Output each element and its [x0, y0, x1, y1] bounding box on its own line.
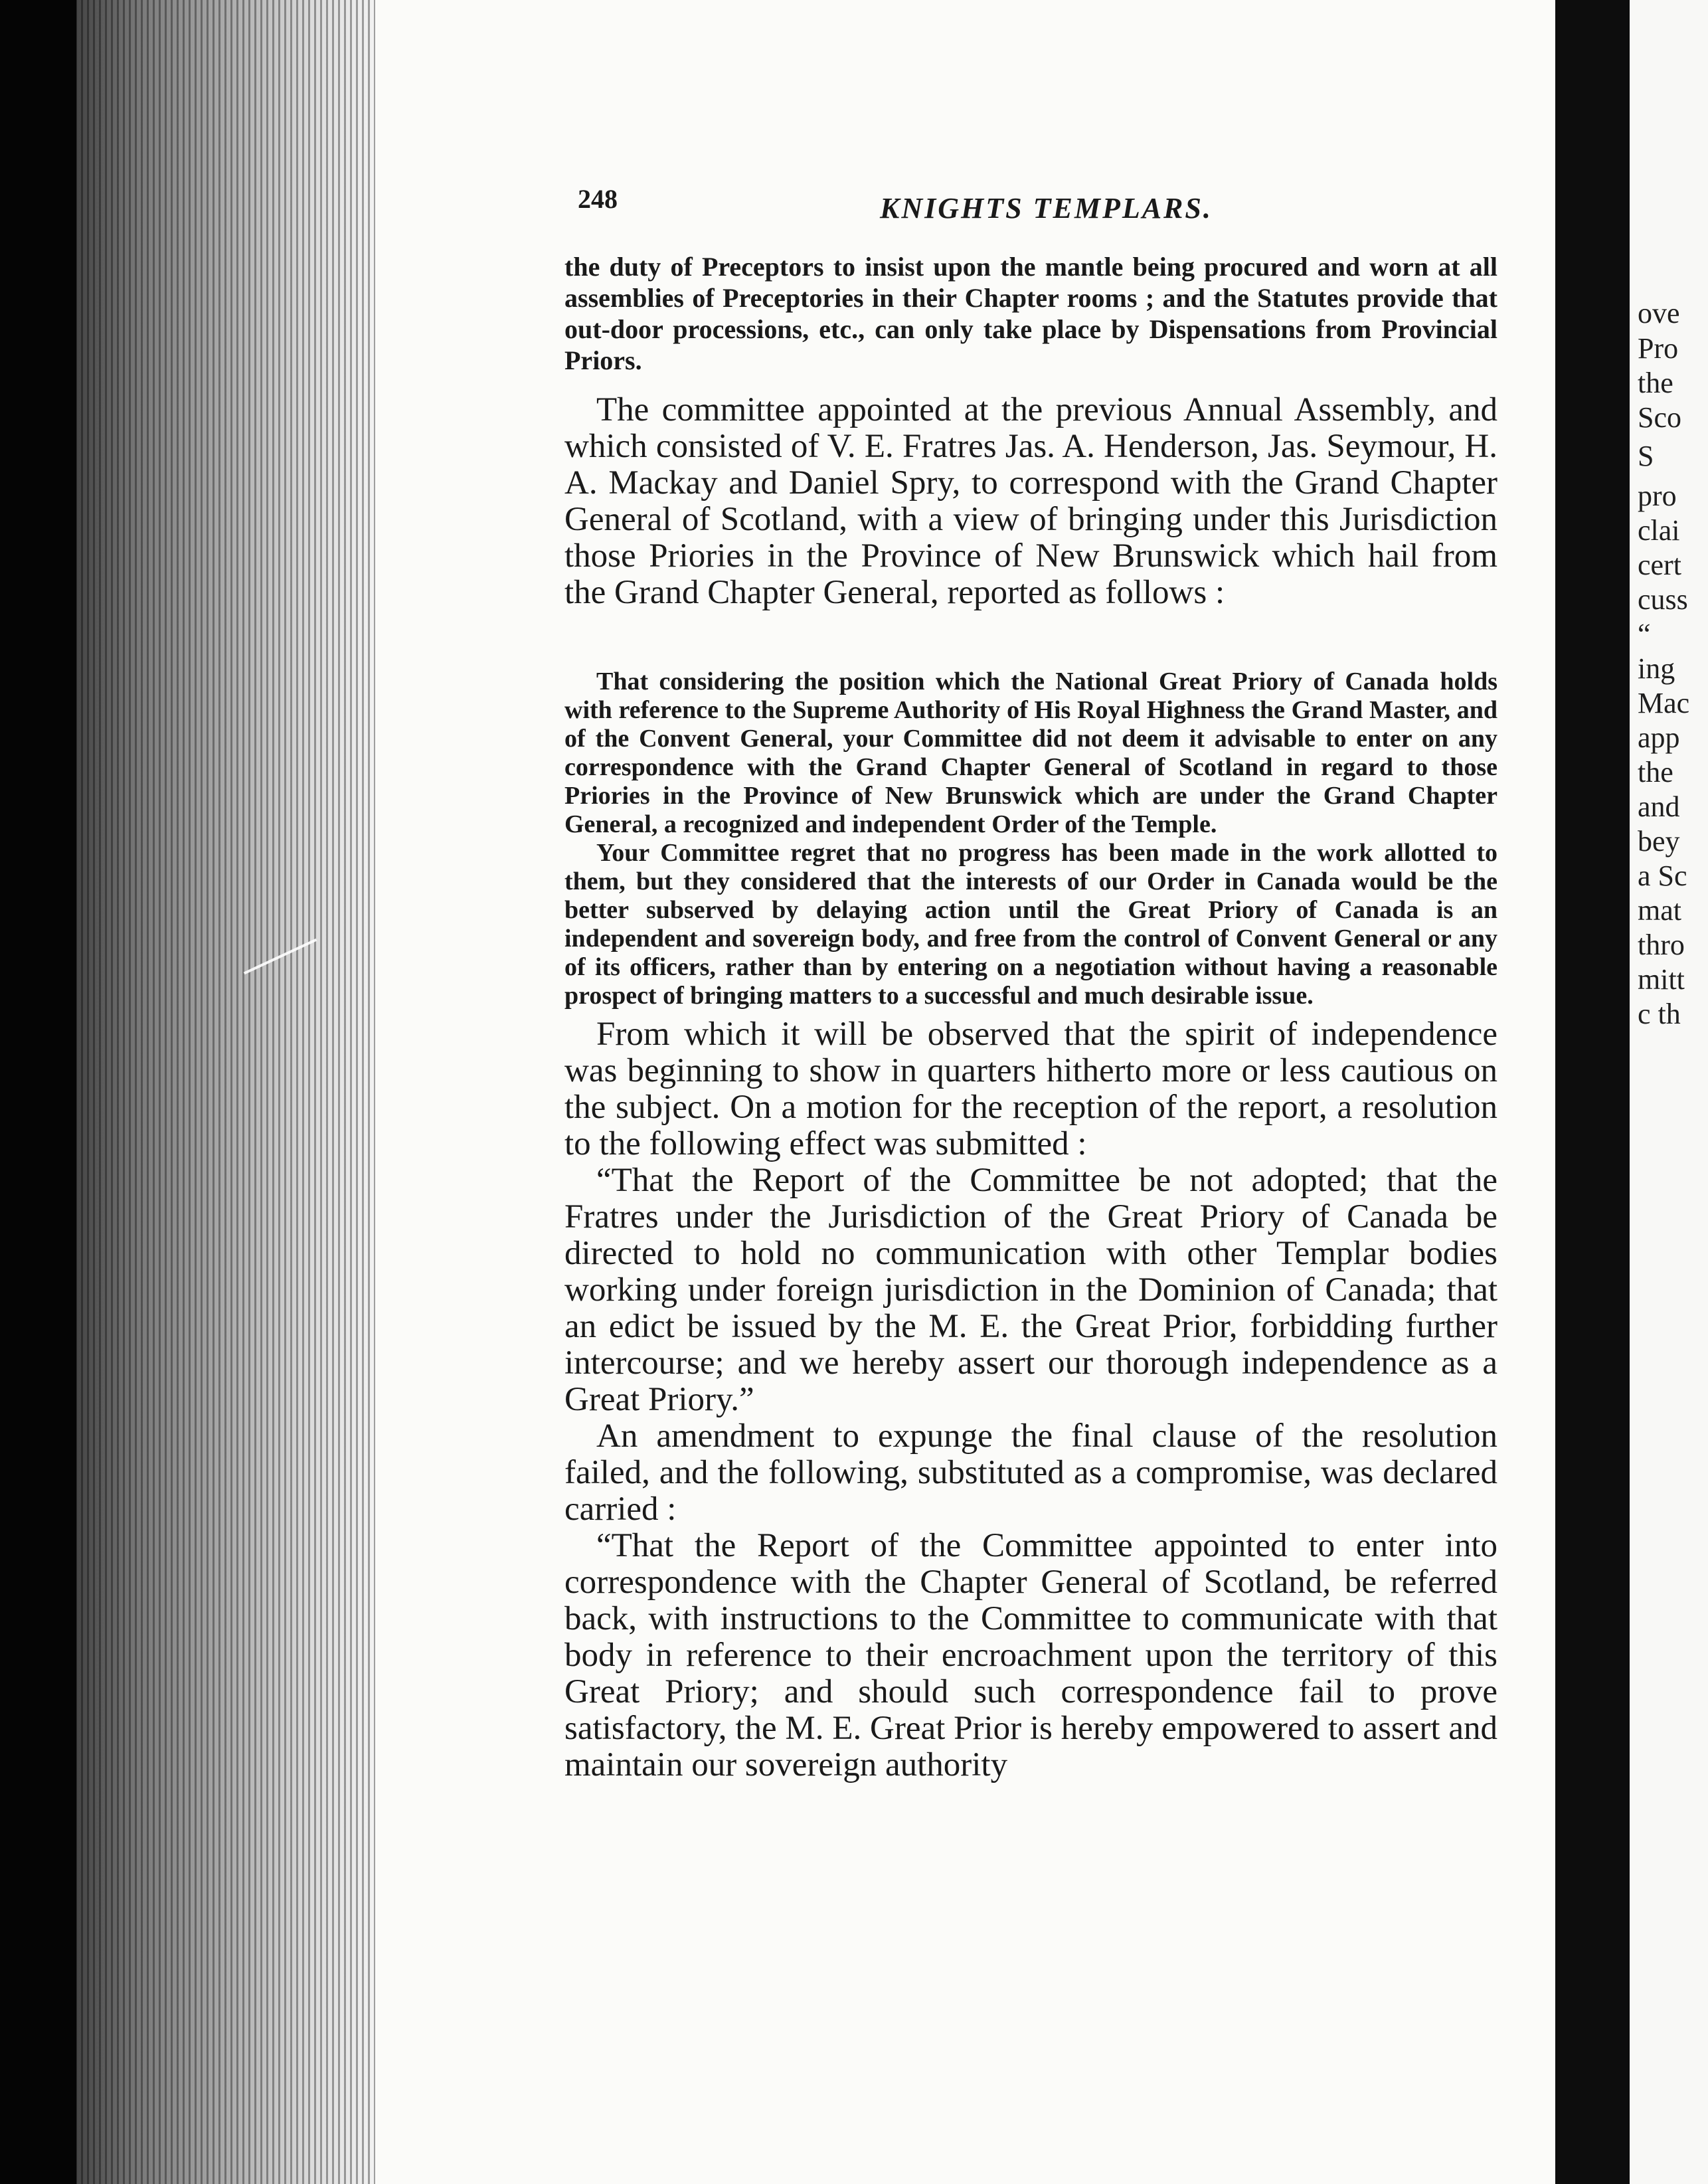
facing-line: mitt	[1638, 963, 1685, 996]
facing-line: thro	[1638, 929, 1685, 961]
report-quote-2: Your Committee regret that no progress has been made in the work allotted to them, but they considered that the interests of our Order in Canada would be the better subserved by delaying action until the Great Priory of Canada is an independent and sovereign body, and free from the control of Convent General or any of its officers, rather than by entering on a negotiation without having a reasonable prospect of bringing matters to a successful and much desirable issue.	[564, 839, 1497, 1010]
facing-line: bey	[1638, 825, 1680, 858]
intro-paragraph: the duty of Preceptors to insist upon the mantle being procured and worn at all assemblies of Preceptories in their Chapter rooms ; and the Statutes provide that out-door processions, etc., can only take place by Dispensations from Provincial Priors.	[564, 252, 1497, 375]
facing-line: the	[1638, 367, 1673, 399]
facing-line: the	[1638, 756, 1673, 788]
observed-paragraph: From which it will be observed that the spirit of independence was beginning to show in quarters hitherto more or less cautious on the subject. On a motion for the reception of the report, a resolution to the following effect was submitted :	[564, 1016, 1497, 1162]
book-spine-edge	[63, 0, 375, 2184]
committee-paragraph-block	[564, 392, 1497, 611]
page-header	[578, 183, 1242, 223]
report-quote-1: That considering the position which the National Great Priory of Canada holds with reference to the Supreme Authority of His Royal Highness the Grand Master, and of the Convent General, your Committee did not deem it advisable to enter on any correspondence with the Grand Chapter General of Scotland in regard to those Priories in the Province of New Brunswick which are under the Grand Chapter General, a recognized and independent Order of the Temple.	[564, 668, 1497, 838]
facing-line: pro	[1638, 480, 1677, 512]
committee-paragraph: The committee appointed at the previous Annual Assembly, and which consisted of V. E. Fratres Jas. A. Henderson, Jas. Seymour, H. A. Mackay and Daniel Spry, to correspond with the Grand Chapter General of Scotland, with a view of bringing under this Jurisdiction those Priories in the Province of New Brunswick which hail from the Grand Chapter General, reported as follows :	[564, 391, 1497, 611]
facing-line: Sco	[1638, 401, 1681, 434]
amendment-paragraph: An amendment to expunge the final clause of the resolution failed, and the following, substituted as a compromise, was declared carried :	[564, 1417, 1497, 1528]
facing-line: S	[1638, 440, 1654, 472]
resolution-paragraph: “That the Report of the Committee be not adopted; that the Fratres under the Jurisdiction of the Great Priory of Canada be directed to hold no communication with other Templar bodies working under foreign jurisdiction in the Dominion of Canada; that an edict be issued by the M. E. the Great Prior, forbidding further intercourse; and we hereby assert our thorough independence as a Great Priory.”	[564, 1162, 1497, 1418]
page-gutter-shadow	[1555, 0, 1630, 2184]
page-number: 248	[578, 184, 618, 214]
body-text-block	[564, 1016, 1497, 1783]
report-quote-block	[564, 668, 1497, 1010]
facing-line: c th	[1638, 998, 1681, 1030]
facing-line: ing	[1638, 652, 1675, 685]
scan-left-border	[0, 0, 76, 2184]
facing-line: Pro	[1638, 332, 1679, 365]
facing-line: “	[1638, 618, 1651, 650]
intro-paragraph-block	[564, 251, 1497, 376]
facing-line: ove	[1638, 297, 1680, 329]
facing-line: mat	[1638, 894, 1681, 927]
facing-line: clai	[1638, 514, 1680, 547]
facing-line: Mac	[1638, 687, 1690, 719]
facing-line: cert	[1638, 549, 1681, 581]
facing-line: and	[1638, 790, 1680, 823]
facing-page	[1630, 0, 1708, 2184]
facing-line: a Sc	[1638, 860, 1687, 892]
substitute-resolution-paragraph: “That the Report of the Committee appointed to enter into correspondence with the Chapter General of Scotland, be referred back, with instructions to the Committee to communicate with that body in reference to their encroachment upon the territory of this Great Priory; and should such correspondence fail to prove satisfactory, the M. E. Great Prior is hereby empowered to assert and maintain our sovereign authority	[564, 1527, 1497, 1783]
facing-line: app	[1638, 721, 1680, 754]
running-head: KNIGHTS TEMPLARS.	[880, 192, 1213, 225]
facing-line: cuss	[1638, 583, 1688, 616]
